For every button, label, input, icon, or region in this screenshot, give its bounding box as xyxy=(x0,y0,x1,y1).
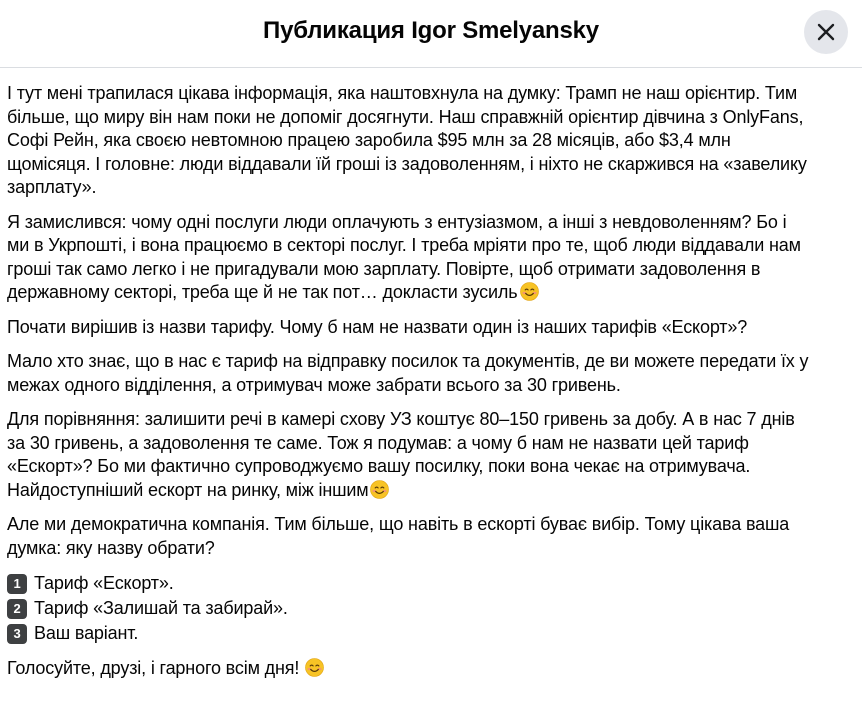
paragraph-5 xyxy=(7,408,848,502)
text-line: Найдоступніший ескорт на ринку, між іншим xyxy=(7,479,369,500)
text-line-with-emoji xyxy=(7,281,848,305)
option-label: Тариф «Залишай та забирай». xyxy=(34,597,288,618)
tariff-options-list xyxy=(7,571,848,646)
option-label: Ваш варіант. xyxy=(34,622,139,643)
paragraph-1 xyxy=(7,82,848,200)
post-text xyxy=(0,68,862,681)
text-line-with-emoji xyxy=(7,479,848,503)
text-line: Мало хто знає, що в нас є тариф на відправку посилок та документів, де ви можете передати їх у xyxy=(7,351,809,371)
keycap-number-icon: 3 xyxy=(7,624,27,644)
paragraph-4 xyxy=(7,350,848,397)
paragraph-2 xyxy=(7,211,848,305)
text-line: за 30 гривень, а задоволення те саме. Тож я подумав: а чому б нам не назвати цей тариф xyxy=(7,432,749,453)
text-line: Голосуйте, друзі, і гарного всім дня! xyxy=(7,658,300,678)
list-item xyxy=(7,571,848,596)
text-line-with-emoji xyxy=(7,657,848,681)
text-line: більше, що миру він нам поки не допоміг досягнути. Наш справжній орієнтир дівчина з OnlyFans, xyxy=(7,106,804,127)
text-line: Я замислився: чому одні послуги люди оплачують з ентузіазмом, а інші з невдоволенням? Бо і xyxy=(7,211,787,232)
close-button[interactable] xyxy=(804,10,848,54)
text-line: зарплату». xyxy=(7,177,97,197)
text-line: І тут мені трапилася цікава інформація, яка наштовхнула на думку: Трамп не наш орієнтир. Тим xyxy=(7,83,798,103)
paragraph-7 xyxy=(7,657,848,681)
keycap-number-icon: 2 xyxy=(7,599,27,619)
smiling-face-emoji-icon xyxy=(305,658,324,677)
text-line: державному секторі, треба ще й не так пот… докласти зусиль xyxy=(7,282,518,302)
text-line: Але ми демократична компанія. Тим більше, що навіть в ескорті буває вибір. Тому цікава ваша xyxy=(7,514,790,534)
close-icon xyxy=(816,22,836,42)
post-dialog-header xyxy=(0,0,862,68)
text-line: Для порівняння: залишити речі в камері схову УЗ коштує 80–150 гривень за добу. А в нас 7 днів xyxy=(7,409,795,429)
smiling-face-emoji-icon xyxy=(370,480,389,499)
text-line: гроші так само легко і не пригадували мою зарплату. Повірте, щоб отримати задоволення в xyxy=(7,258,761,279)
text-line: думка: яку назву обрати? xyxy=(7,537,215,558)
paragraph-6 xyxy=(7,513,848,560)
smiling-face-emoji-icon xyxy=(520,282,539,301)
text-line: межах одного відділення, а отримувач може забрати всього за 30 гривень. xyxy=(7,374,621,395)
text-line: ми в Укрпошті, і вона працюємо в секторі послуг. І треба мріяти про те, щоб люди віддавали нам xyxy=(7,235,801,255)
text-line: Почати вирішив із назви тарифу. Чому б нам не назвати один із наших тарифів «Ескорт»? xyxy=(7,316,748,337)
text-line: Софі Рейн, яка своєю невтомною працею заробила $95 млн за 28 місяців, або $3,4 млн xyxy=(7,130,731,150)
dialog-title: Публикация Igor Smelyansky xyxy=(263,17,599,44)
text-line: «Ескорт»? Бо ми фактично супроводжуємо вашу посилку, поки вона чекає на отримувача. xyxy=(7,456,751,476)
list-item xyxy=(7,621,848,646)
list-item xyxy=(7,596,848,621)
option-label: Тариф «Ескорт». xyxy=(34,572,174,593)
keycap-number-icon: 1 xyxy=(7,574,27,594)
paragraph-3 xyxy=(7,316,848,340)
text-line: щомісяця. І головне: люди віддавали їй гроші із задоволенням, і ніхто не скаржився на «завелику xyxy=(7,153,807,174)
